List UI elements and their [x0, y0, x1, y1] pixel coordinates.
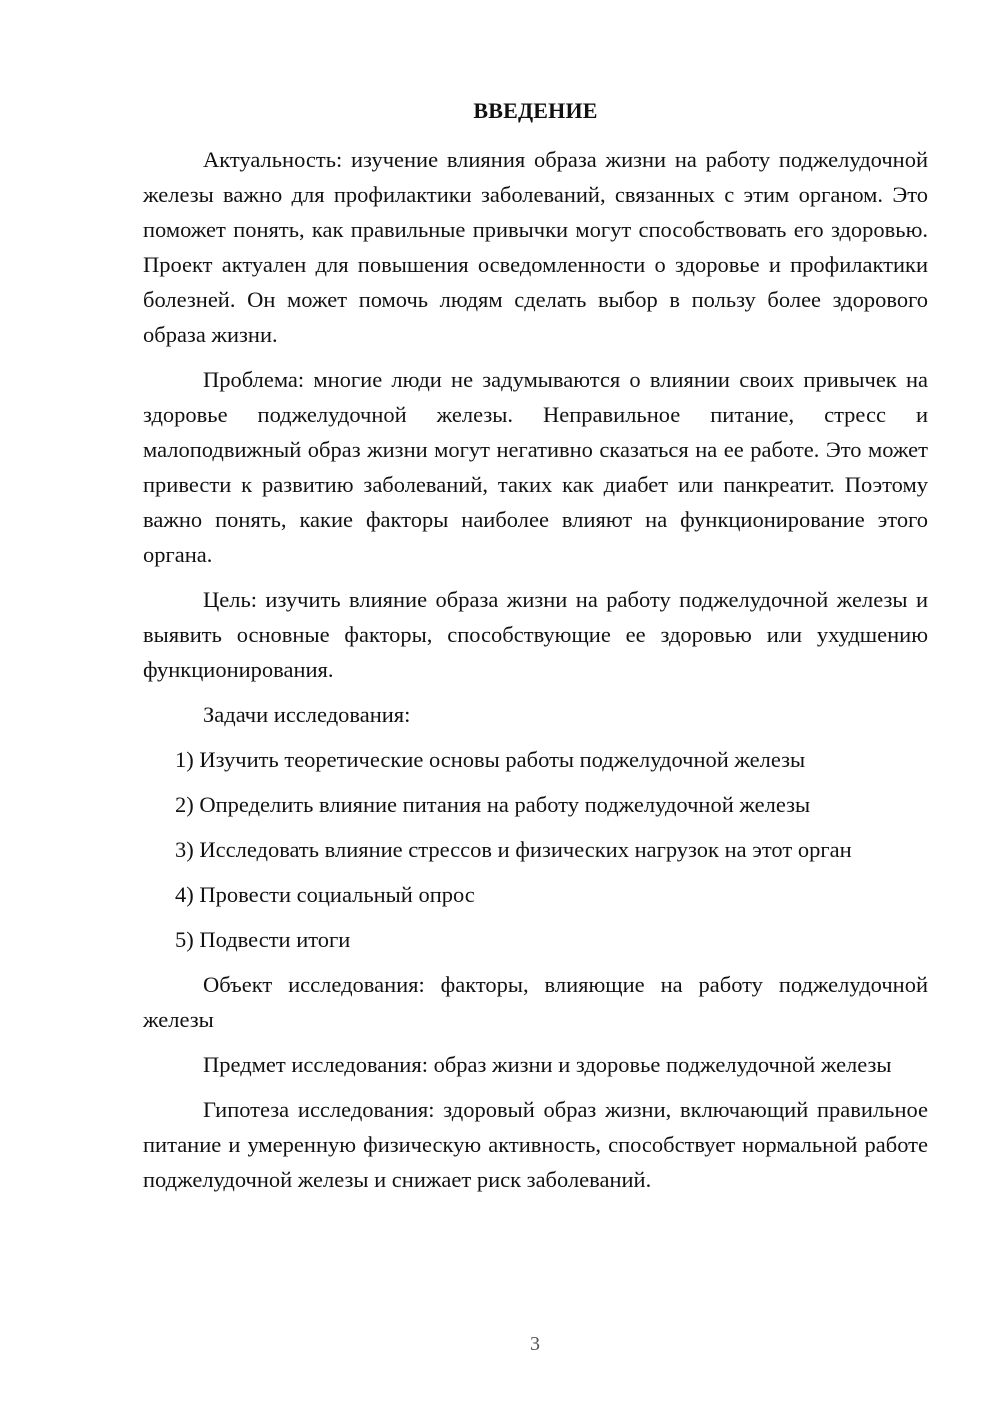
subject-paragraph: Предмет исследования: образ жизни и здоровье поджелудочной железы	[203, 1052, 892, 1077]
task-item-3: 3) Исследовать влияние стрессов и физических нагрузок на этот орган	[175, 837, 852, 862]
tasks-list	[143, 742, 928, 957]
tasks-heading: Задачи исследования:	[203, 702, 411, 727]
task-item-5: 5) Подвести итоги	[175, 927, 351, 952]
page-title: ВВЕДЕНИЕ	[473, 98, 598, 123]
hypothesis-paragraph: Гипотеза исследования: здоровый образ жизни, включающий правильное питание и умеренную физическую активность, способствует нормальной работе поджелудочной железы и снижает риск заболеваний.	[143, 1097, 928, 1192]
document-body	[143, 142, 928, 1207]
problem-paragraph: Проблема: многие люди не задумываются о влиянии своих привычек на здоровье поджелудочной железы. Неправильное питание, стресс и малоподвижный образ жизни могут негативно сказаться на ее работе. Это может привести к развитию заболеваний, таких как диабет или панкреатит. Поэтому важно понять, какие факторы наиболее влияют на функционирование этого органа.	[143, 367, 928, 567]
relevance-paragraph: Актуальность: изучение влияния образа жизни на работу поджелудочной железы важно для профилактики заболеваний, связанных с этим органом. Это поможет понять, как правильные привычки могут способствовать его здоровью. Проект актуален для повышения осведомленности о здоровье и профилактики болезней. Он может помочь людям сделать выбор в пользу более здорового образа жизни.	[143, 147, 928, 347]
object-paragraph: Объект исследования: факторы, влияющие на работу поджелудочной железы	[143, 972, 928, 1032]
task-item-2: 2) Определить влияние питания на работу поджелудочной железы	[175, 792, 811, 817]
goal-paragraph: Цель: изучить влияние образа жизни на работу поджелудочной железы и выявить основные факторы, способствующие ее здоровью или ухудшению функционирования.	[143, 587, 928, 682]
task-item-1: 1) Изучить теоретические основы работы поджелудочной железы	[175, 747, 806, 772]
page-number: 3	[530, 1333, 540, 1355]
task-item-4: 4) Провести социальный опрос	[175, 882, 475, 907]
